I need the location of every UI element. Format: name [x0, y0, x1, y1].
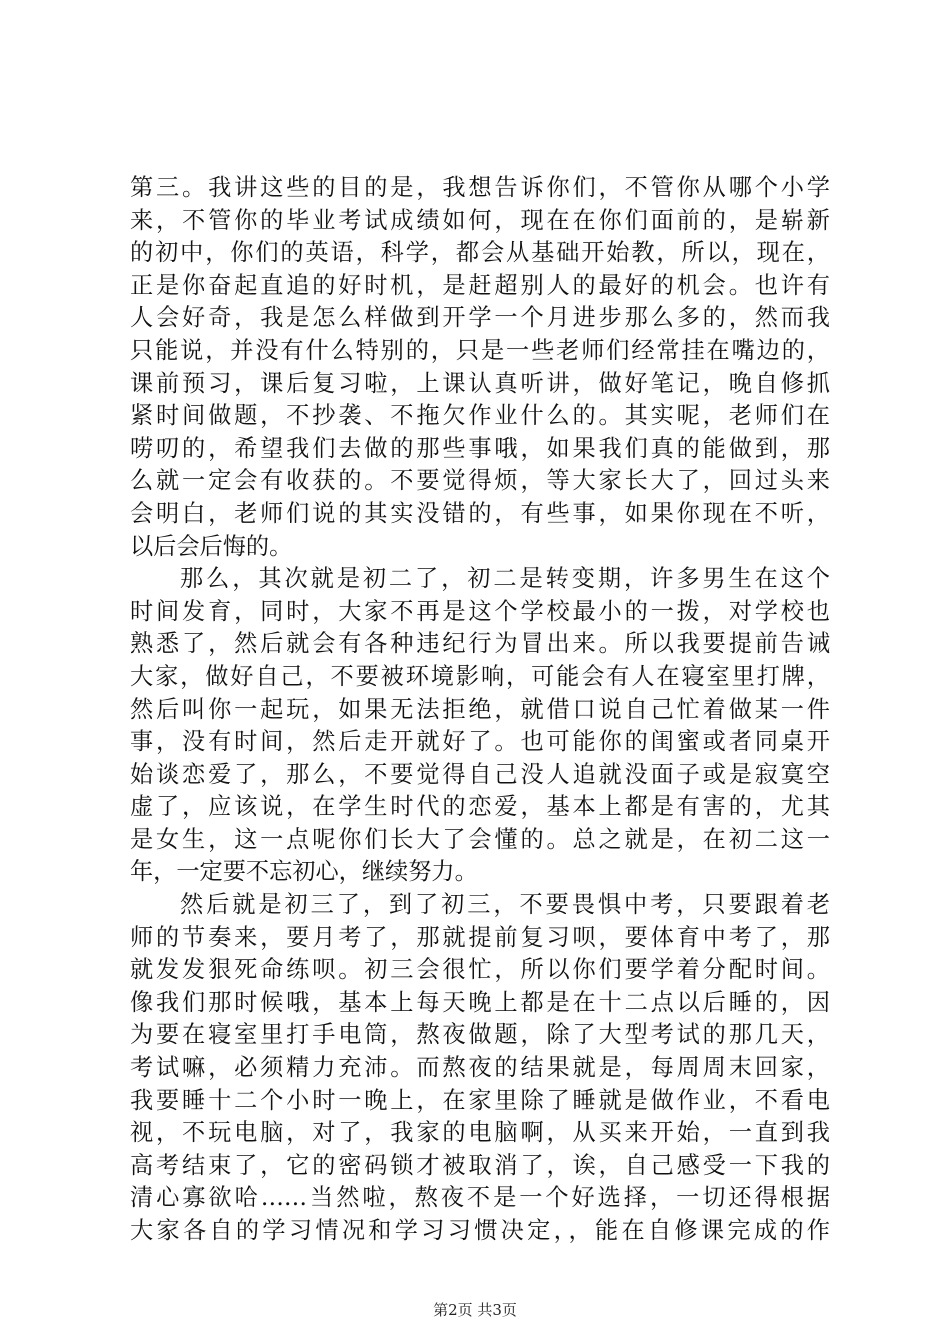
text-line: 正是你奋起直追的好时机，是赶超别人的最好的机会。也许有 — [130, 271, 830, 299]
text-line: 人会好奇，我是怎么样做到开学一个月进步那么多的，然而我 — [130, 304, 830, 332]
text-line: 始谈恋爱了，那么，不要觉得自己没人追就没面子或是寂寞空 — [130, 760, 830, 788]
text-line: 只能说，并没有什么特别的，只是一些老师们经常挂在嘴边的， — [130, 336, 830, 364]
text-line: 为要在寝室里打手电筒，熬夜做题，除了大型考试的那几天， — [130, 1021, 830, 1049]
text-line: 师的节奏来，要月考了，那就提前复习呗，要体育中考了，那 — [130, 923, 830, 951]
text-line: 那么，其次就是初二了，初二是转变期，许多男生在这个 — [180, 565, 830, 593]
text-line: 唠叨的，希望我们去做的那些事哦，如果我们真的能做到，那 — [130, 434, 830, 462]
text-line: 我要睡十二个小时一晚上，在家里除了睡就是做作业，不看电 — [130, 1086, 830, 1114]
text-line: 视，不玩电脑，对了，我家的电脑啊，从买来开始，一直到我 — [130, 1119, 830, 1147]
text-line: 然后叫你一起玩，如果无法拒绝，就借口说自己忙着做某一件 — [130, 695, 830, 723]
text-line: 然后就是初三了，到了初三，不要畏惧中考，只要跟着老 — [180, 891, 830, 919]
text-line: 高考结束了，它的密码锁才被取消了，诶，自己感受一下我的 — [130, 1151, 830, 1179]
text-line: 熟悉了，然后就会有各种违纪行为冒出来。所以我要提前告诫 — [130, 630, 830, 658]
text-line: 大家，做好自己，不要被环境影响，可能会有人在寝室里打牌， — [130, 662, 830, 690]
body-text — [130, 172, 830, 1248]
paragraph-2 — [130, 563, 830, 889]
text-line: 会明白，老师们说的其实没错的，有些事，如果你现在不听， — [130, 499, 830, 527]
text-line: 像我们那时候哦，基本上每天晚上都是在十二点以后睡的，因 — [130, 988, 830, 1016]
text-line: 年，一定要不忘初心，继续努力。 — [130, 858, 478, 886]
text-line: 是女生，这一点呢你们长大了会懂的。总之就是，在初二这一 — [130, 825, 830, 853]
text-line: 就发发狠死命练呗。初三会很忙，所以你们要学着分配时间。 — [130, 956, 830, 984]
text-line: 虚了，应该说，在学生时代的恋爱，基本上都是有害的，尤其 — [130, 793, 830, 821]
text-line: 事，没有时间，然后走开就好了。也可能你的闺蜜或者同桌开 — [130, 728, 830, 756]
text-line: 考试嘛，必须精力充沛。而熬夜的结果就是，每周周末回家， — [130, 1054, 830, 1082]
text-line: 清心寡欲哈……当然啦，熬夜不是一个好选择，一切还得根据 — [130, 1184, 830, 1212]
paragraph-1 — [130, 172, 830, 563]
text-line: 大家各自的学习情况和学习习惯决定，，能在自修课完成的作 — [130, 1217, 830, 1244]
text-line: 以后会后悔的。 — [130, 532, 293, 560]
text-line: 课前预习，课后复习啦，上课认真听讲，做好笔记，晚自修抓 — [130, 369, 830, 397]
text-line: 紧时间做题，不抄袭、不拖欠作业什么的。其实呢，老师们在 — [130, 402, 830, 430]
text-line: 么就一定会有收获的。不要觉得烦，等大家长大了，回过头来 — [130, 467, 830, 495]
text-line: 的初中，你们的英语，科学，都会从基础开始教，所以，现在， — [130, 239, 830, 267]
paragraph-3 — [130, 889, 830, 1248]
text-line: 第三。我讲这些的目的是，我想告诉你们，不管你从哪个小学 — [130, 174, 830, 201]
page-number-footer: 第2页 共3页 — [433, 1301, 517, 1319]
text-line: 时间发育，同时，大家不再是这个学校最小的一拨，对学校也 — [130, 597, 830, 625]
text-line: 来，不管你的毕业考试成绩如何，现在在你们面前的，是崭新 — [130, 206, 830, 234]
